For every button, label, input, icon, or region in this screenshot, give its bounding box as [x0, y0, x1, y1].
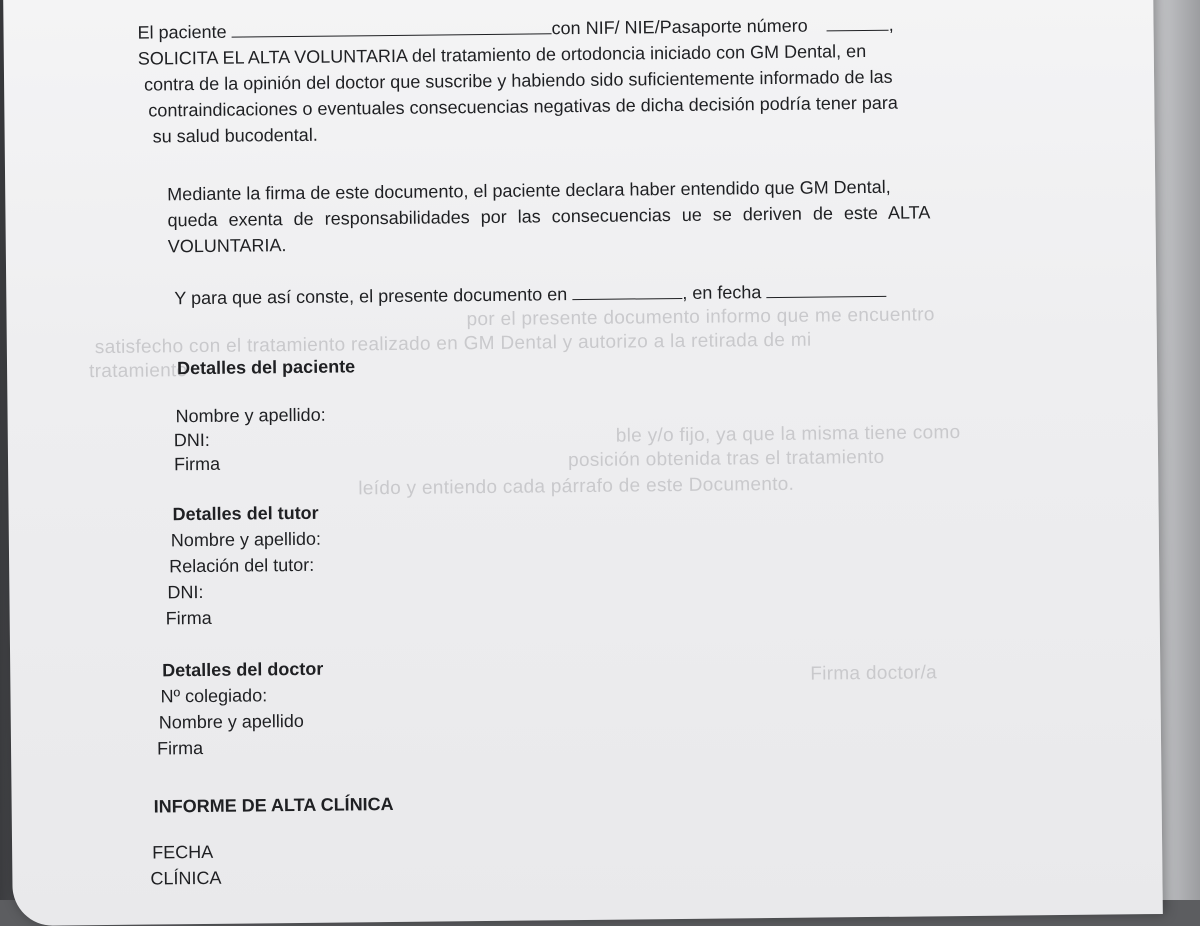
tutor-signature-field: Firma — [165, 607, 212, 629]
closing-date-label: , en fecha — [682, 282, 762, 303]
id-number-blank — [827, 14, 889, 32]
declaration-line: Mediante la firma de este documento, el paciente declara haber entendido que GM Dental, — [167, 176, 891, 205]
patient-label: El paciente — [137, 21, 227, 43]
declaration-line: VOLUNTARIA. — [167, 235, 287, 257]
declaration-line: queda exenta de responsabilidades por las consecuencias ue se deriven de este ALTA — [167, 202, 931, 231]
patient-dni-field: DNI: — [173, 429, 210, 451]
show-through-line: por el presente documento informo que me encuentro — [466, 304, 935, 331]
show-through-line: Firma doctor/a — [810, 662, 938, 685]
id-suffix: , — [888, 14, 894, 35]
show-through-line: posición obtenida tras el tratamiento — [567, 446, 885, 472]
patient-signature-field: Firma — [173, 453, 221, 475]
closing-prefix: Y para que así conste, el presente documento en — [174, 284, 568, 309]
tutor-dni-field: DNI: — [167, 581, 204, 603]
patient-name-field: Nombre y apellido: — [175, 404, 326, 427]
intro-line: su salud bucodental. — [152, 124, 318, 147]
doctor-license-field: Nº colegiado: — [160, 685, 268, 707]
tutor-details-heading: Detalles del tutor — [172, 502, 319, 525]
doctor-details-heading: Detalles del doctor — [162, 658, 324, 681]
show-through-line: satisfecho con el tratamiento realizado en GM Dental y autorizo a la retirada de mi — [94, 329, 812, 359]
clinical-report-heading: INFORME DE ALTA CLÍNICA — [153, 794, 394, 817]
intro-line: SOLICITA EL ALTA VOLUNTARIA del tratamiento de ortodoncia iniciado con GM Dental, en — [137, 41, 867, 69]
intro-line: contraindicaciones o eventuales consecuencias negativas de dicha decisión podría tener para — [148, 92, 898, 121]
tutor-relation-field: Relación del tutor: — [169, 554, 315, 577]
clinical-date-field: FECHA — [152, 841, 214, 863]
document-sheet — [3, 0, 1163, 926]
show-through-line: tratamiento — [88, 360, 188, 383]
show-through-line: ble y/o fijo, ya que la misma tiene como — [615, 422, 961, 447]
intro-line: contra de la opinión del doctor que suscribe y habiendo sido suficientemente informado de las — [143, 66, 893, 95]
doctor-signature-field: Firma — [156, 737, 204, 759]
patient-details-heading: Detalles del paciente — [176, 356, 356, 379]
patient-name-blank — [232, 17, 552, 37]
place-blank — [572, 282, 682, 300]
clinical-name-field: CLÍNICA — [150, 867, 222, 889]
show-through-line: leído y entiendo cada párrafo de este Documento. — [358, 473, 795, 500]
doctor-name-field: Nombre y apellido — [158, 710, 304, 733]
tutor-name-field: Nombre y apellido: — [170, 528, 322, 551]
date-blank — [766, 280, 886, 298]
id-label: con NIF/ NIE/Pasaporte número — [551, 15, 808, 39]
